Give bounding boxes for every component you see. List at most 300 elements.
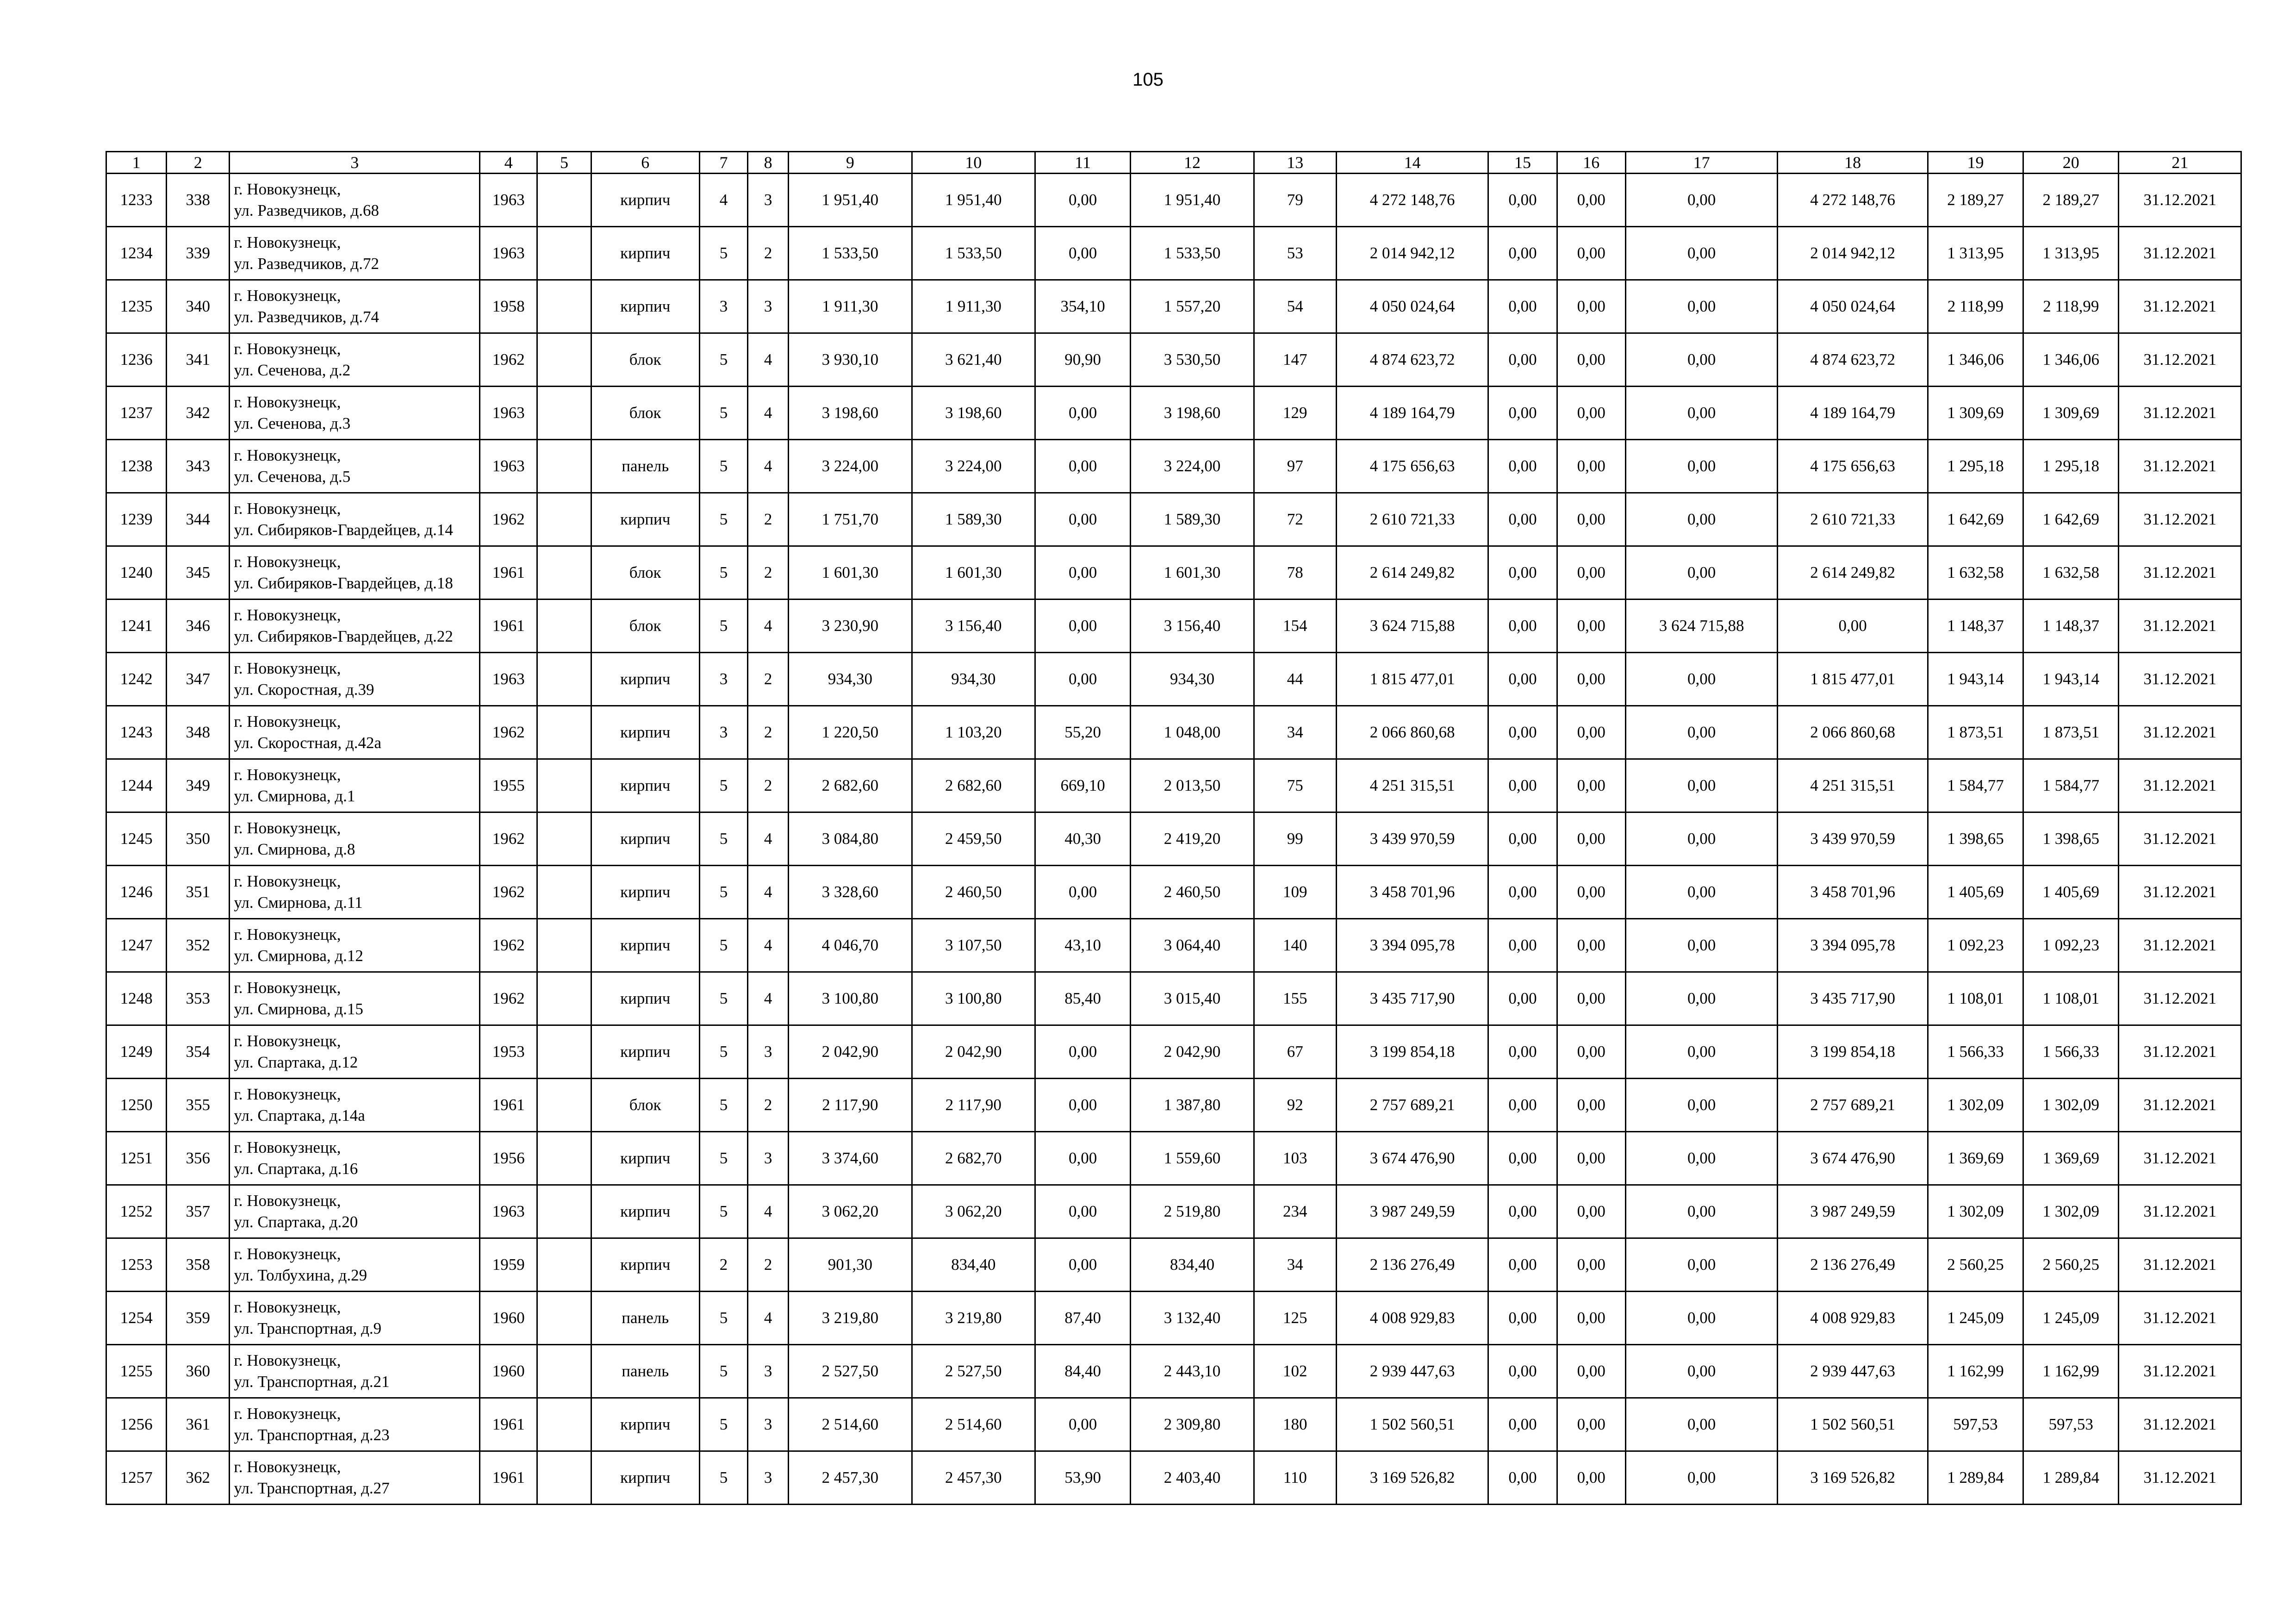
cell-col-1: 1238 xyxy=(106,440,167,493)
address-city: г. Новокузнецк, xyxy=(234,766,341,784)
cell-col-10: 934,30 xyxy=(912,653,1035,706)
cell-col-20: 1 092,23 xyxy=(2023,919,2119,972)
cell-col-10: 2 527,50 xyxy=(912,1345,1035,1398)
address-street: ул. Скоростная, д.42а xyxy=(234,734,382,752)
cell-col-18: 3 435 717,90 xyxy=(1778,972,1928,1025)
cell-col-21: 31.12.2021 xyxy=(2119,1345,2241,1398)
cell-col-18: 2 757 689,21 xyxy=(1778,1079,1928,1132)
cell-col-5 xyxy=(537,812,591,866)
cell-col-15: 0,00 xyxy=(1488,706,1557,759)
cell-col-14: 2 610 721,33 xyxy=(1336,493,1488,546)
cell-col-17: 0,00 xyxy=(1625,227,1777,280)
cell-col-18: 3 199 854,18 xyxy=(1778,1025,1928,1079)
cell-col-5 xyxy=(537,1345,591,1398)
cell-col-12: 2 403,40 xyxy=(1131,1451,1254,1505)
address-cell xyxy=(230,1238,480,1292)
cell-col-9: 2 514,60 xyxy=(789,1398,912,1451)
cell-col-18: 1 502 560,51 xyxy=(1778,1398,1928,1451)
cell-col-5 xyxy=(537,972,591,1025)
cell-col-5 xyxy=(537,706,591,759)
cell-col-4: 1962 xyxy=(480,493,537,546)
cell-col-6: кирпич xyxy=(591,653,699,706)
cell-col-1: 1254 xyxy=(106,1292,167,1345)
cell-col-7: 5 xyxy=(699,440,747,493)
cell-col-21: 31.12.2021 xyxy=(2119,280,2241,333)
cell-col-7: 5 xyxy=(699,866,747,919)
cell-col-7: 5 xyxy=(699,493,747,546)
cell-col-10: 2 042,90 xyxy=(912,1025,1035,1079)
address-cell xyxy=(230,333,480,387)
cell-col-8: 4 xyxy=(748,1185,789,1238)
cell-col-14: 1 815 477,01 xyxy=(1336,653,1488,706)
cell-col-15: 0,00 xyxy=(1488,1238,1557,1292)
cell-col-9: 2 457,30 xyxy=(789,1451,912,1505)
column-header: 12 xyxy=(1131,152,1254,174)
cell-col-16: 0,00 xyxy=(1557,227,1625,280)
cell-col-6: блок xyxy=(591,333,699,387)
table-row xyxy=(106,759,2241,812)
cell-col-21: 31.12.2021 xyxy=(2119,1025,2241,1079)
cell-col-8: 4 xyxy=(748,812,789,866)
cell-col-19: 2 560,25 xyxy=(1928,1238,2023,1292)
cell-col-21: 31.12.2021 xyxy=(2119,387,2241,440)
table-row xyxy=(106,1398,2241,1451)
address-street: ул. Разведчиков, д.74 xyxy=(234,308,379,326)
cell-col-20: 1 295,18 xyxy=(2023,440,2119,493)
table-row xyxy=(106,866,2241,919)
cell-col-17: 0,00 xyxy=(1625,812,1777,866)
cell-col-1: 1244 xyxy=(106,759,167,812)
cell-col-6: панель xyxy=(591,1292,699,1345)
table-row xyxy=(106,1025,2241,1079)
cell-col-10: 3 062,20 xyxy=(912,1185,1035,1238)
cell-col-5 xyxy=(537,653,591,706)
cell-col-14: 4 272 148,76 xyxy=(1336,174,1488,227)
cell-col-18: 3 439 970,59 xyxy=(1778,812,1928,866)
cell-col-10: 2 682,60 xyxy=(912,759,1035,812)
cell-col-17: 0,00 xyxy=(1625,280,1777,333)
cell-col-21: 31.12.2021 xyxy=(2119,600,2241,653)
address-cell xyxy=(230,493,480,546)
cell-col-1: 1241 xyxy=(106,600,167,653)
cell-col-8: 3 xyxy=(748,1398,789,1451)
cell-col-14: 3 624 715,88 xyxy=(1336,600,1488,653)
cell-col-16: 0,00 xyxy=(1557,1185,1625,1238)
cell-col-17: 0,00 xyxy=(1625,546,1777,600)
cell-col-8: 2 xyxy=(748,493,789,546)
cell-col-21: 31.12.2021 xyxy=(2119,546,2241,600)
cell-col-10: 2 117,90 xyxy=(912,1079,1035,1132)
column-header: 7 xyxy=(699,152,747,174)
cell-col-12: 3 064,40 xyxy=(1131,919,1254,972)
cell-col-7: 3 xyxy=(699,706,747,759)
address-street: ул. Разведчиков, д.68 xyxy=(234,201,379,219)
cell-col-16: 0,00 xyxy=(1557,546,1625,600)
cell-col-21: 31.12.2021 xyxy=(2119,759,2241,812)
cell-col-9: 2 527,50 xyxy=(789,1345,912,1398)
cell-col-7: 5 xyxy=(699,1132,747,1185)
cell-col-5 xyxy=(537,600,591,653)
table-row xyxy=(106,227,2241,280)
cell-col-16: 0,00 xyxy=(1557,387,1625,440)
cell-col-17: 0,00 xyxy=(1625,1292,1777,1345)
cell-col-19: 1 566,33 xyxy=(1928,1025,2023,1079)
cell-col-11: 53,90 xyxy=(1035,1451,1130,1505)
cell-col-19: 1 289,84 xyxy=(1928,1451,2023,1505)
cell-col-10: 1 911,30 xyxy=(912,280,1035,333)
cell-col-20: 1 566,33 xyxy=(2023,1025,2119,1079)
cell-col-17: 3 624 715,88 xyxy=(1625,600,1777,653)
address-cell xyxy=(230,1185,480,1238)
cell-col-16: 0,00 xyxy=(1557,866,1625,919)
cell-col-17: 0,00 xyxy=(1625,866,1777,919)
cell-col-8: 4 xyxy=(748,919,789,972)
cell-col-21: 31.12.2021 xyxy=(2119,1292,2241,1345)
cell-col-5 xyxy=(537,227,591,280)
cell-col-13: 78 xyxy=(1254,546,1336,600)
cell-col-14: 2 014 942,12 xyxy=(1336,227,1488,280)
cell-col-2: 347 xyxy=(167,653,230,706)
column-header: 21 xyxy=(2119,152,2241,174)
cell-col-1: 1237 xyxy=(106,387,167,440)
cell-col-11: 0,00 xyxy=(1035,174,1130,227)
cell-col-7: 5 xyxy=(699,919,747,972)
cell-col-5 xyxy=(537,1238,591,1292)
cell-col-15: 0,00 xyxy=(1488,387,1557,440)
cell-col-4: 1955 xyxy=(480,759,537,812)
cell-col-1: 1250 xyxy=(106,1079,167,1132)
cell-col-6: блок xyxy=(591,600,699,653)
cell-col-20: 2 560,25 xyxy=(2023,1238,2119,1292)
cell-col-6: кирпич xyxy=(591,493,699,546)
cell-col-20: 1 943,14 xyxy=(2023,653,2119,706)
cell-col-5 xyxy=(537,1451,591,1505)
cell-col-7: 5 xyxy=(699,1451,747,1505)
cell-col-19: 1 245,09 xyxy=(1928,1292,2023,1345)
cell-col-10: 834,40 xyxy=(912,1238,1035,1292)
cell-col-9: 2 682,60 xyxy=(789,759,912,812)
cell-col-10: 2 459,50 xyxy=(912,812,1035,866)
address-street: ул. Смирнова, д.12 xyxy=(234,947,363,965)
cell-col-19: 1 943,14 xyxy=(1928,653,2023,706)
cell-col-21: 31.12.2021 xyxy=(2119,174,2241,227)
cell-col-19: 1 309,69 xyxy=(1928,387,2023,440)
cell-col-14: 4 251 315,51 xyxy=(1336,759,1488,812)
cell-col-4: 1961 xyxy=(480,546,537,600)
cell-col-12: 934,30 xyxy=(1131,653,1254,706)
cell-col-17: 0,00 xyxy=(1625,1398,1777,1451)
cell-col-13: 180 xyxy=(1254,1398,1336,1451)
cell-col-8: 2 xyxy=(748,546,789,600)
cell-col-20: 597,53 xyxy=(2023,1398,2119,1451)
cell-col-18: 0,00 xyxy=(1778,600,1928,653)
cell-col-11: 0,00 xyxy=(1035,866,1130,919)
cell-col-14: 2 614 249,82 xyxy=(1336,546,1488,600)
cell-col-2: 344 xyxy=(167,493,230,546)
cell-col-15: 0,00 xyxy=(1488,493,1557,546)
table-row xyxy=(106,706,2241,759)
address-cell xyxy=(230,1292,480,1345)
cell-col-7: 5 xyxy=(699,387,747,440)
cell-col-15: 0,00 xyxy=(1488,1345,1557,1398)
cell-col-10: 3 107,50 xyxy=(912,919,1035,972)
cell-col-15: 0,00 xyxy=(1488,280,1557,333)
cell-col-4: 1960 xyxy=(480,1292,537,1345)
cell-col-12: 1 601,30 xyxy=(1131,546,1254,600)
address-cell xyxy=(230,972,480,1025)
cell-col-17: 0,00 xyxy=(1625,1451,1777,1505)
cell-col-4: 1961 xyxy=(480,600,537,653)
cell-col-4: 1963 xyxy=(480,1185,537,1238)
cell-col-16: 0,00 xyxy=(1557,1079,1625,1132)
cell-col-13: 92 xyxy=(1254,1079,1336,1132)
cell-col-20: 1 346,06 xyxy=(2023,333,2119,387)
cell-col-11: 0,00 xyxy=(1035,493,1130,546)
address-cell xyxy=(230,1132,480,1185)
cell-col-14: 3 435 717,90 xyxy=(1336,972,1488,1025)
address-cell xyxy=(230,706,480,759)
address-city: г. Новокузнецк, xyxy=(234,1298,341,1316)
cell-col-14: 4 175 656,63 xyxy=(1336,440,1488,493)
cell-col-7: 3 xyxy=(699,280,747,333)
cell-col-2: 343 xyxy=(167,440,230,493)
cell-col-21: 31.12.2021 xyxy=(2119,812,2241,866)
column-header: 15 xyxy=(1488,152,1557,174)
table-row xyxy=(106,1132,2241,1185)
cell-col-9: 901,30 xyxy=(789,1238,912,1292)
address-city: г. Новокузнецк, xyxy=(234,1351,341,1369)
cell-col-4: 1963 xyxy=(480,387,537,440)
cell-col-18: 4 272 148,76 xyxy=(1778,174,1928,227)
cell-col-13: 53 xyxy=(1254,227,1336,280)
address-street: ул. Сеченова, д.2 xyxy=(234,361,351,379)
cell-col-6: кирпич xyxy=(591,1185,699,1238)
cell-col-18: 2 939 447,63 xyxy=(1778,1345,1928,1398)
address-cell xyxy=(230,546,480,600)
cell-col-1: 1235 xyxy=(106,280,167,333)
cell-col-2: 339 xyxy=(167,227,230,280)
cell-col-11: 0,00 xyxy=(1035,1132,1130,1185)
cell-col-13: 155 xyxy=(1254,972,1336,1025)
cell-col-13: 67 xyxy=(1254,1025,1336,1079)
cell-col-8: 3 xyxy=(748,174,789,227)
cell-col-2: 355 xyxy=(167,1079,230,1132)
cell-col-21: 31.12.2021 xyxy=(2119,493,2241,546)
table-row xyxy=(106,174,2241,227)
cell-col-1: 1246 xyxy=(106,866,167,919)
cell-col-4: 1959 xyxy=(480,1238,537,1292)
address-city: г. Новокузнецк, xyxy=(234,1458,341,1476)
cell-col-12: 2 419,20 xyxy=(1131,812,1254,866)
cell-col-11: 0,00 xyxy=(1035,1238,1130,1292)
cell-col-6: кирпич xyxy=(591,1238,699,1292)
cell-col-1: 1247 xyxy=(106,919,167,972)
address-city: г. Новокузнецк, xyxy=(234,1085,341,1103)
cell-col-7: 2 xyxy=(699,1238,747,1292)
cell-col-7: 3 xyxy=(699,653,747,706)
cell-col-1: 1249 xyxy=(106,1025,167,1079)
cell-col-4: 1962 xyxy=(480,333,537,387)
cell-col-5 xyxy=(537,919,591,972)
cell-col-20: 1 108,01 xyxy=(2023,972,2119,1025)
cell-col-13: 79 xyxy=(1254,174,1336,227)
column-number-row xyxy=(106,152,2241,174)
cell-col-9: 1 751,70 xyxy=(789,493,912,546)
cell-col-13: 34 xyxy=(1254,1238,1336,1292)
cell-col-18: 3 169 526,82 xyxy=(1778,1451,1928,1505)
cell-col-11: 0,00 xyxy=(1035,1025,1130,1079)
cell-col-12: 3 530,50 xyxy=(1131,333,1254,387)
column-header: 18 xyxy=(1778,152,1928,174)
address-street: ул. Транспортная, д.27 xyxy=(234,1479,390,1497)
cell-col-20: 1 309,69 xyxy=(2023,387,2119,440)
cell-col-12: 1 387,80 xyxy=(1131,1079,1254,1132)
cell-col-8: 4 xyxy=(748,1292,789,1345)
cell-col-8: 3 xyxy=(748,1132,789,1185)
cell-col-20: 1 873,51 xyxy=(2023,706,2119,759)
column-header: 10 xyxy=(912,152,1035,174)
cell-col-20: 1 302,09 xyxy=(2023,1185,2119,1238)
cell-col-15: 0,00 xyxy=(1488,333,1557,387)
cell-col-15: 0,00 xyxy=(1488,1132,1557,1185)
address-city: г. Новокузнецк, xyxy=(234,340,341,358)
cell-col-4: 1963 xyxy=(480,227,537,280)
cell-col-10: 1 951,40 xyxy=(912,174,1035,227)
cell-col-9: 1 220,50 xyxy=(789,706,912,759)
cell-col-21: 31.12.2021 xyxy=(2119,1185,2241,1238)
cell-col-20: 1 642,69 xyxy=(2023,493,2119,546)
address-street: ул. Сибиряков-Гвардейцев, д.22 xyxy=(234,627,453,645)
cell-col-2: 359 xyxy=(167,1292,230,1345)
cell-col-10: 2 460,50 xyxy=(912,866,1035,919)
cell-col-8: 3 xyxy=(748,280,789,333)
table-row xyxy=(106,1451,2241,1505)
cell-col-14: 3 199 854,18 xyxy=(1336,1025,1488,1079)
cell-col-12: 2 309,80 xyxy=(1131,1398,1254,1451)
column-header: 4 xyxy=(480,152,537,174)
table-body xyxy=(106,174,2241,1505)
cell-col-11: 85,40 xyxy=(1035,972,1130,1025)
cell-col-11: 0,00 xyxy=(1035,440,1130,493)
cell-col-12: 3 132,40 xyxy=(1131,1292,1254,1345)
cell-col-18: 3 987 249,59 xyxy=(1778,1185,1928,1238)
cell-col-7: 5 xyxy=(699,1398,747,1451)
cell-col-11: 0,00 xyxy=(1035,1185,1130,1238)
cell-col-19: 1 295,18 xyxy=(1928,440,2023,493)
cell-col-10: 1 533,50 xyxy=(912,227,1035,280)
address-street: ул. Спартака, д.12 xyxy=(234,1053,358,1071)
cell-col-6: кирпич xyxy=(591,174,699,227)
cell-col-15: 0,00 xyxy=(1488,227,1557,280)
cell-col-1: 1243 xyxy=(106,706,167,759)
address-city: г. Новокузнецк, xyxy=(234,446,341,464)
cell-col-18: 1 815 477,01 xyxy=(1778,653,1928,706)
cell-col-10: 1 589,30 xyxy=(912,493,1035,546)
cell-col-14: 3 439 970,59 xyxy=(1336,812,1488,866)
table-row xyxy=(106,493,2241,546)
column-header: 3 xyxy=(230,152,480,174)
cell-col-6: кирпич xyxy=(591,1132,699,1185)
cell-col-4: 1962 xyxy=(480,866,537,919)
cell-col-20: 2 118,99 xyxy=(2023,280,2119,333)
address-street: ул. Смирнова, д.11 xyxy=(234,893,363,912)
cell-col-1: 1233 xyxy=(106,174,167,227)
cell-col-13: 102 xyxy=(1254,1345,1336,1398)
cell-col-6: кирпич xyxy=(591,1451,699,1505)
cell-col-20: 1 584,77 xyxy=(2023,759,2119,812)
cell-col-13: 34 xyxy=(1254,706,1336,759)
cell-col-6: панель xyxy=(591,1345,699,1398)
cell-col-19: 1 162,99 xyxy=(1928,1345,2023,1398)
cell-col-9: 1 951,40 xyxy=(789,174,912,227)
cell-col-4: 1962 xyxy=(480,706,537,759)
cell-col-13: 140 xyxy=(1254,919,1336,972)
cell-col-13: 54 xyxy=(1254,280,1336,333)
table-row xyxy=(106,600,2241,653)
cell-col-7: 5 xyxy=(699,1185,747,1238)
cell-col-16: 0,00 xyxy=(1557,1345,1625,1398)
cell-col-5 xyxy=(537,1398,591,1451)
cell-col-17: 0,00 xyxy=(1625,493,1777,546)
cell-col-2: 350 xyxy=(167,812,230,866)
cell-col-12: 2 042,90 xyxy=(1131,1025,1254,1079)
cell-col-7: 5 xyxy=(699,759,747,812)
cell-col-1: 1245 xyxy=(106,812,167,866)
cell-col-20: 1 302,09 xyxy=(2023,1079,2119,1132)
cell-col-8: 4 xyxy=(748,387,789,440)
cell-col-19: 2 189,27 xyxy=(1928,174,2023,227)
cell-col-2: 340 xyxy=(167,280,230,333)
cell-col-9: 4 046,70 xyxy=(789,919,912,972)
cell-col-21: 31.12.2021 xyxy=(2119,919,2241,972)
address-cell xyxy=(230,812,480,866)
cell-col-14: 3 394 095,78 xyxy=(1336,919,1488,972)
cell-col-15: 0,00 xyxy=(1488,440,1557,493)
cell-col-15: 0,00 xyxy=(1488,1185,1557,1238)
cell-col-11: 669,10 xyxy=(1035,759,1130,812)
address-cell xyxy=(230,600,480,653)
cell-col-16: 0,00 xyxy=(1557,1025,1625,1079)
table-row xyxy=(106,1185,2241,1238)
cell-col-5 xyxy=(537,1292,591,1345)
cell-col-6: кирпич xyxy=(591,866,699,919)
cell-col-20: 1 148,37 xyxy=(2023,600,2119,653)
cell-col-9: 3 100,80 xyxy=(789,972,912,1025)
cell-col-1: 1242 xyxy=(106,653,167,706)
table-row xyxy=(106,653,2241,706)
cell-col-11: 0,00 xyxy=(1035,1398,1130,1451)
cell-col-9: 1 533,50 xyxy=(789,227,912,280)
column-header: 17 xyxy=(1625,152,1777,174)
cell-col-9: 1 911,30 xyxy=(789,280,912,333)
cell-col-1: 1248 xyxy=(106,972,167,1025)
address-street: ул. Сеченова, д.3 xyxy=(234,414,351,432)
cell-col-15: 0,00 xyxy=(1488,812,1557,866)
cell-col-20: 1 245,09 xyxy=(2023,1292,2119,1345)
cell-col-6: кирпич xyxy=(591,812,699,866)
cell-col-4: 1960 xyxy=(480,1345,537,1398)
cell-col-4: 1958 xyxy=(480,280,537,333)
table-row xyxy=(106,387,2241,440)
address-city: г. Новокузнецк, xyxy=(234,180,341,198)
cell-col-11: 0,00 xyxy=(1035,653,1130,706)
address-cell xyxy=(230,759,480,812)
cell-col-6: кирпич xyxy=(591,759,699,812)
cell-col-11: 0,00 xyxy=(1035,387,1130,440)
cell-col-18: 4 189 164,79 xyxy=(1778,387,1928,440)
cell-col-8: 3 xyxy=(748,1345,789,1398)
address-city: г. Новокузнецк, xyxy=(234,819,341,837)
